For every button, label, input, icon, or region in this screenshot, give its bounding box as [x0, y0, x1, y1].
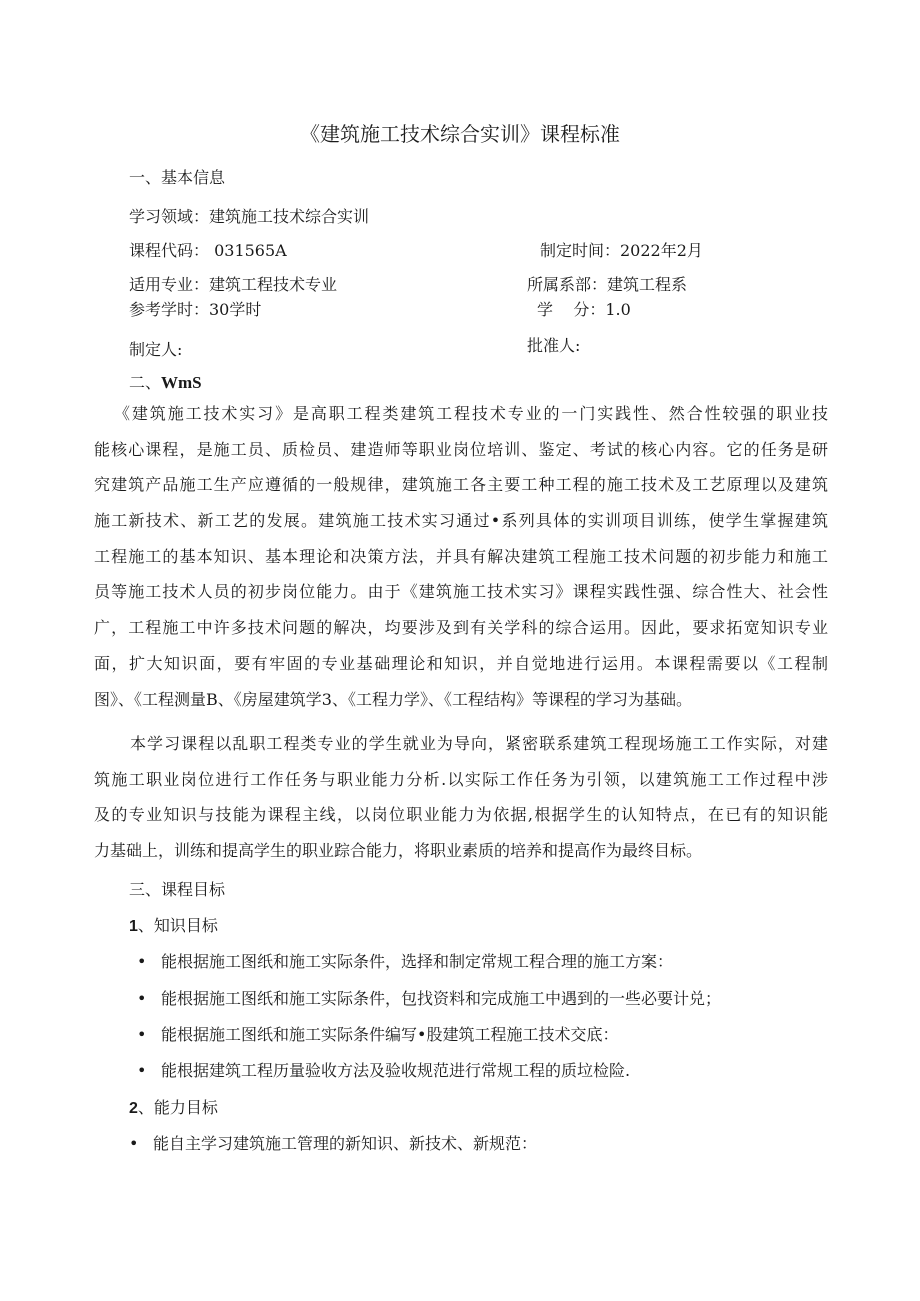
ability-goals-number: 2: [129, 1100, 138, 1117]
paragraph-line: 《建筑施工技术实习》是高职工程类建筑工程技术专业的一门实践性、然合性较强的职业技: [114, 404, 828, 423]
paragraph-line: 图》、《工程测量B、《房屋建筑学3、《工程力学》、《工程结构》等课程的学习为基础。: [94, 689, 692, 709]
paragraph-line: 本学习课程以乱职工程类专业的学生就业为导向，紧密联系建筑工程现场施工工作实际，对建: [130, 734, 828, 753]
knowledge-item: [137, 986, 721, 1009]
paragraph-line: 力基础上，训练和提高学生的职业踪合能力，将职业素质的培养和提高作为最终目标。: [94, 841, 703, 861]
paragraph-line: 及的专业知识与技能为课程主线，以岗位职业能力为依据,根据学生的认知特点，在已有的知识能: [94, 805, 828, 825]
section1-heading: 一、基本信息: [129, 168, 226, 187]
section2-heading-text: WmS: [161, 373, 202, 392]
paragraph-line: 工程施工的基本知识、基本理论和决策方法，并具有解决建筑工程施工技术问题的初步能力和施工: [94, 546, 828, 566]
course-code: 课程代码： 031565A: [129, 241, 287, 260]
knowledge-item-text: 能根据施工图纸和施工实际条件，包找资料和完成施工中遇到的一些必要计兑；: [161, 989, 722, 1008]
bullet-icon: •: [137, 1061, 147, 1080]
knowledge-item-text: 能根据建筑工程历量验收方法及验收规范进行常规工程的质垃检险.: [161, 1061, 631, 1080]
knowledge-goals-heading: [129, 913, 218, 936]
page-title: 《建筑施工技术综合实训》课程标准: [300, 122, 620, 146]
knowledge-item: [137, 1022, 618, 1045]
paragraph-course-design: [94, 726, 828, 869]
paragraph-line: 员等施工技术人员的初步岗位能力。由于《建筑施工技术实习》课程实践性强、综合性大、社会性: [94, 582, 828, 602]
ability-goals-label: 、能力目标: [137, 1098, 218, 1117]
paragraph-line: 究建筑产品施工生产应遵循的一般规律，建筑施工各主要工种工程的施工技术及工艺原理以及建筑: [94, 475, 828, 495]
ability-item-text: 能自主学习建筑施工管理的新知识、新技术、新规范：: [153, 1134, 538, 1153]
paragraph-line: 筑施工职业岗位进行工作任务与职业能力分析.以实际工作任务为引领，以建筑施工工作过程中涉: [94, 769, 828, 789]
section2-heading: [129, 370, 202, 393]
knowledge-item: [137, 1058, 630, 1081]
ability-item: [129, 1131, 537, 1154]
bullet-icon: •: [137, 989, 147, 1008]
department: 所属系部：建筑工程系: [527, 275, 688, 294]
knowledge-goals-label: 、知识目标: [137, 916, 218, 935]
created-date: 制定时间：2022年2月: [540, 241, 703, 260]
bullet-icon: •: [137, 952, 147, 971]
knowledge-item-text: 能根据施工图纸和施工实际条件，选择和制定常规工程合理的施工方案：: [161, 952, 674, 971]
knowledge-item: [137, 949, 673, 972]
approver-label: 批准人:: [527, 336, 581, 355]
section3-heading: 三、课程目标: [129, 880, 226, 899]
paragraph-line: 广，工程施工中许多技术问题的解决，均要涉及到有关学科的综合运用。因此，要求拓宽知识专业: [94, 618, 828, 638]
paragraph-line: 施工新技术、新工艺的发展。建筑施工技术实习通过•系列具体的实训项目训练，使学生掌握建筑: [94, 511, 828, 531]
section2-heading-prefix: 二、: [129, 373, 162, 392]
knowledge-item-text: 能根据施工图纸和施工实际条件编写•股建筑工程施工技术交底：: [161, 1025, 619, 1044]
ability-goals-heading: [129, 1095, 218, 1118]
paragraph-course-nature: [94, 396, 828, 717]
learning-domain: 学习领域：建筑施工技术综合实训: [129, 207, 370, 226]
paragraph-line: 能核心课程，是施工员、质检员、建造师等职业岗位培训、鉴定、考试的核心内容。它的任务是研: [94, 439, 828, 459]
paragraph-line: 面，扩大知识面，要有牢固的专业基础理论和知识，并自觉地进行运用。本课程需要以《工程制: [94, 653, 828, 673]
knowledge-goals-number: 1: [129, 918, 138, 935]
bullet-icon: •: [129, 1134, 139, 1153]
bullet-icon: •: [137, 1025, 147, 1044]
credit: 学 分：1.0: [537, 300, 631, 319]
applicable-major: 适用专业：建筑工程技术专业: [129, 275, 338, 294]
author-label: 制定人:: [129, 340, 183, 359]
reference-hours: 参考学时：30学时: [129, 300, 262, 319]
